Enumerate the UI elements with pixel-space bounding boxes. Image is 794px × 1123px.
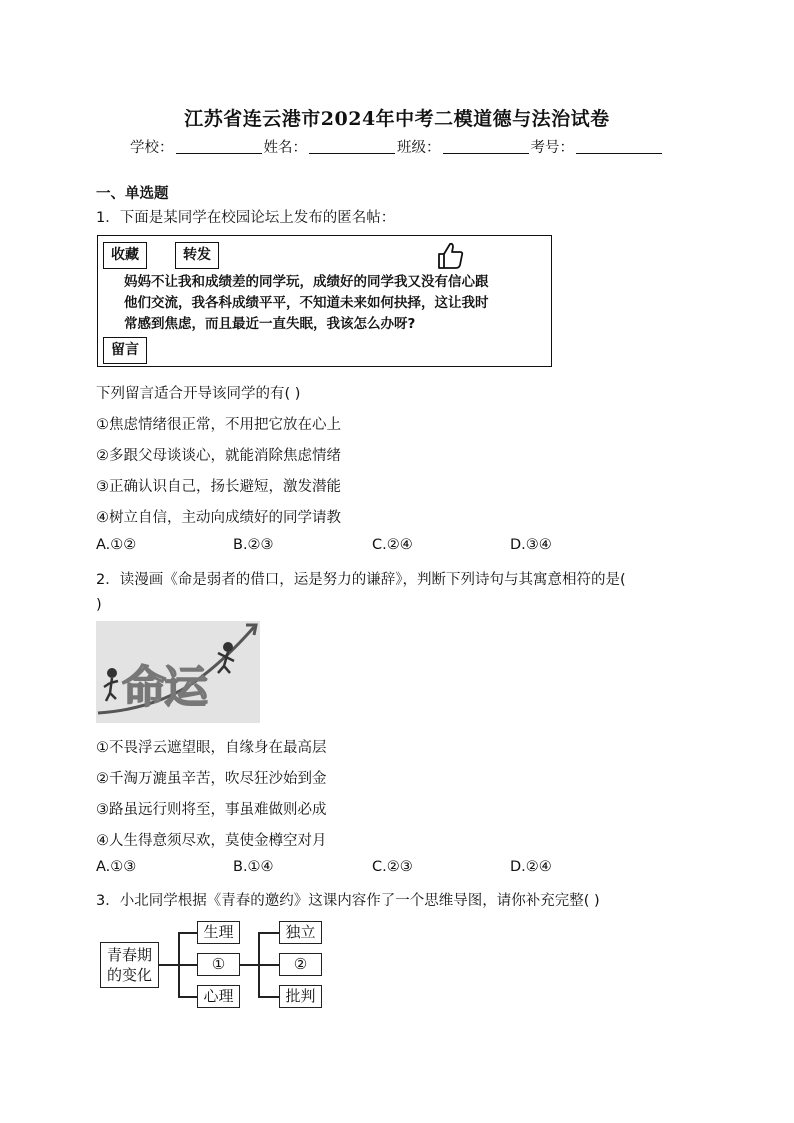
student-info-line — [0, 136, 794, 157]
mindmap-node: 独立 — [279, 921, 322, 944]
q2-option-b[interactable]: B.①④ — [233, 859, 274, 875]
mindmap-root-line: 的变化 — [106, 966, 152, 984]
post-line: 他们交流，我各科成绩平平，不知道未来如何抉择，这让我时 — [124, 295, 489, 311]
q2-item: ③路虽远行则将至，事虽难做则必成 — [96, 802, 327, 818]
q2-stem-end: ) — [96, 597, 102, 613]
school-label: 学校： — [130, 140, 174, 156]
mindmap-blank-2: ② — [279, 953, 322, 976]
post-line: 常感到焦虑，而且最近一直失眠，我该怎么办呀? — [124, 316, 416, 332]
q1-item: ③正确认识自己，扬长避短，激发潜能 — [96, 479, 341, 495]
q2-item: ①不畏浮云遮望眼，自缘身在最高层 — [96, 740, 327, 756]
q1-option-c[interactable]: C.②④ — [372, 537, 413, 553]
mindmap-node: 生理 — [197, 921, 240, 944]
q1-option-b[interactable]: B.②③ — [233, 537, 274, 553]
mindmap-root — [100, 942, 159, 988]
q2-stem: 2．读漫画《命是弱者的借口，运是努力的谦辞》，判断下列诗句与其寓意相符的是( — [96, 572, 626, 588]
q2-item: ②千淘万漉虽辛苦，吹尽狂沙始到金 — [96, 771, 327, 787]
q1-prompt: 下列留言适合开导该同学的有( ) — [96, 386, 301, 402]
mindmap-blank-1: ① — [197, 953, 240, 976]
page-title: 江苏省连云港市2024年中考二模道德与法治试卷 — [184, 108, 610, 130]
q2-option-d[interactable]: D.②④ — [510, 859, 552, 875]
q2-option-c[interactable]: C.②③ — [372, 859, 413, 875]
school-blank[interactable] — [176, 139, 262, 154]
q1-item: ①焦虑情绪很正常，不用把它放在心上 — [96, 417, 341, 433]
mindmap-node: 心理 — [197, 985, 240, 1008]
post-line: 妈妈不让我和成绩差的同学玩，成绩好的同学我又没有信心跟 — [124, 274, 489, 290]
forum-post — [97, 235, 552, 367]
q3-stem: 3．小北同学根据《青春的邀约》这课内容作了一个思维导图，请你补充完整( ) — [96, 893, 600, 909]
number-label: 考号： — [530, 140, 574, 156]
q2-option-a[interactable]: A.①③ — [96, 859, 137, 875]
mindmap-node: 批判 — [279, 985, 322, 1008]
number-blank[interactable] — [576, 139, 662, 154]
post-content — [124, 272, 544, 335]
q1-stem: 1．下面是某同学在校园论坛上发布的匿名帖： — [96, 210, 396, 226]
q1-item: ②多跟父母谈谈心，就能消除焦虑情绪 — [96, 448, 341, 464]
comic-text: 命运 — [122, 662, 206, 713]
q1-option-d[interactable]: D.③④ — [510, 537, 552, 553]
forward-button[interactable]: 转发 — [175, 242, 219, 269]
thumbs-up-icon[interactable] — [435, 241, 465, 271]
q1-option-a[interactable]: A.①② — [96, 537, 137, 553]
collect-button[interactable]: 收藏 — [103, 242, 147, 269]
q1-item: ④树立自信，主动向成绩好的同学请教 — [96, 510, 341, 526]
q2-item: ④人生得意须尽欢，莫使金樽空对月 — [96, 833, 327, 849]
name-blank[interactable] — [309, 139, 395, 154]
comic-image — [96, 621, 260, 723]
mindmap-root-line: 青春期 — [106, 946, 152, 964]
name-label: 姓名： — [263, 140, 307, 156]
comment-button[interactable]: 留言 — [103, 337, 147, 364]
class-label: 班级： — [397, 140, 441, 156]
section-heading: 一、单选题 — [96, 186, 169, 202]
class-blank[interactable] — [443, 139, 529, 154]
